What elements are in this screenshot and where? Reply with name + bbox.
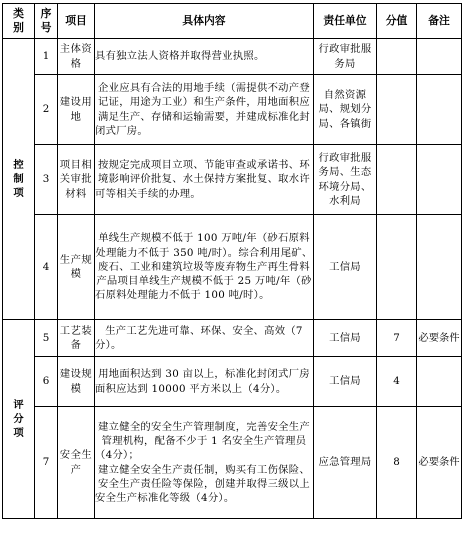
requirements-table — [2, 3, 462, 519]
row-item: 安全生产 — [58, 407, 95, 519]
row-seq: 5 — [35, 320, 58, 357]
category-score: 评分项 — [3, 320, 35, 519]
row-content: 建立健全的安全生产管理制度，完善安全生产管理机构，配备不少于 1 名安全生产管理员（4分）； 建立健全安全生产责任制，购买有工伤保险、安全生产责任险等保险，创建并取得三级以上安全生产标准化等级（4分）。 — [95, 407, 314, 519]
table-row — [3, 407, 462, 519]
row-unit: 行政审批服务局、生态环境分局、水利局 — [314, 145, 377, 215]
row-score: 4 — [377, 357, 417, 407]
row-score — [377, 39, 417, 75]
row-content: 按规定完成项目立项、节能审查或承诺书、环境影响评价批复、水土保持方案批复、取水许可等相关手续的办理。 — [95, 145, 314, 215]
row-remark — [417, 145, 462, 215]
row-item: 项目相关审批材料 — [58, 145, 95, 215]
table-row — [3, 75, 462, 145]
row-remark — [417, 75, 462, 145]
row-score: 8 — [377, 407, 417, 519]
row-remark — [417, 357, 462, 407]
table-row — [3, 39, 462, 75]
row-item: 主体资格 — [58, 39, 95, 75]
row-content: 用地面积达到 30 亩以上，标准化封闭式厂房面积应达到 10000 平方米以上（4分）。 — [95, 357, 314, 407]
row-remark — [417, 215, 462, 320]
row-score — [377, 145, 417, 215]
header-score: 分值 — [377, 4, 417, 39]
row-seq: 2 — [35, 75, 58, 145]
row-seq: 7 — [35, 407, 58, 519]
table-row — [3, 215, 462, 320]
table-row — [3, 357, 462, 407]
row-unit: 行政审批服务局 — [314, 39, 377, 75]
header-remark: 备注 — [417, 4, 462, 39]
header-content: 具体内容 — [95, 4, 314, 39]
row-seq: 1 — [35, 39, 58, 75]
header-category: 类别 — [3, 4, 35, 39]
header-unit: 责任单位 — [314, 4, 377, 39]
row-score — [377, 215, 417, 320]
row-item: 生产规模 — [58, 215, 95, 320]
table-row — [3, 145, 462, 215]
row-score — [377, 75, 417, 145]
row-unit: 应急管理局 — [314, 407, 377, 519]
row-item: 建设用地 — [58, 75, 95, 145]
row-remark — [417, 39, 462, 75]
header-item: 项目 — [58, 4, 95, 39]
row-content: 生产工艺先进可靠、环保、安全、高效（7分）。 — [95, 320, 314, 357]
table-row — [3, 320, 462, 357]
row-content: 具有独立法人资格并取得营业执照。 — [95, 39, 314, 75]
row-content: 单线生产规模不低于 100 万吨/年（砂石原料处理能力不低于 350 吨/时）。综合利用尾矿、废石、工业和建筑垃圾等废弃物生产再生骨料产品项目单线生产规模不低于 25 万吨/年（砂石原料处理能力不低于 100 吨/时）。 — [95, 215, 314, 320]
row-unit: 工信局 — [314, 215, 377, 320]
row-seq: 3 — [35, 145, 58, 215]
row-seq: 4 — [35, 215, 58, 320]
row-seq: 6 — [35, 357, 58, 407]
row-remark: 必要条件 — [417, 320, 462, 357]
row-unit: 自然资源局、规划分局、各镇街 — [314, 75, 377, 145]
row-item: 工艺装备 — [58, 320, 95, 357]
row-score: 7 — [377, 320, 417, 357]
row-content: 企业应具有合法的用地手续（需提供不动产登记证，用途为工业）和生产条件，用地面积应满足生产、存储和运输需要，并建成标准化封闭式厂房。 — [95, 75, 314, 145]
header-seq: 序号 — [35, 4, 58, 39]
row-unit: 工信局 — [314, 357, 377, 407]
row-unit: 工信局 — [314, 320, 377, 357]
row-item: 建设规模 — [58, 357, 95, 407]
category-control: 控制项 — [3, 39, 35, 320]
header-row — [3, 4, 462, 39]
row-remark: 必要条件 — [417, 407, 462, 519]
